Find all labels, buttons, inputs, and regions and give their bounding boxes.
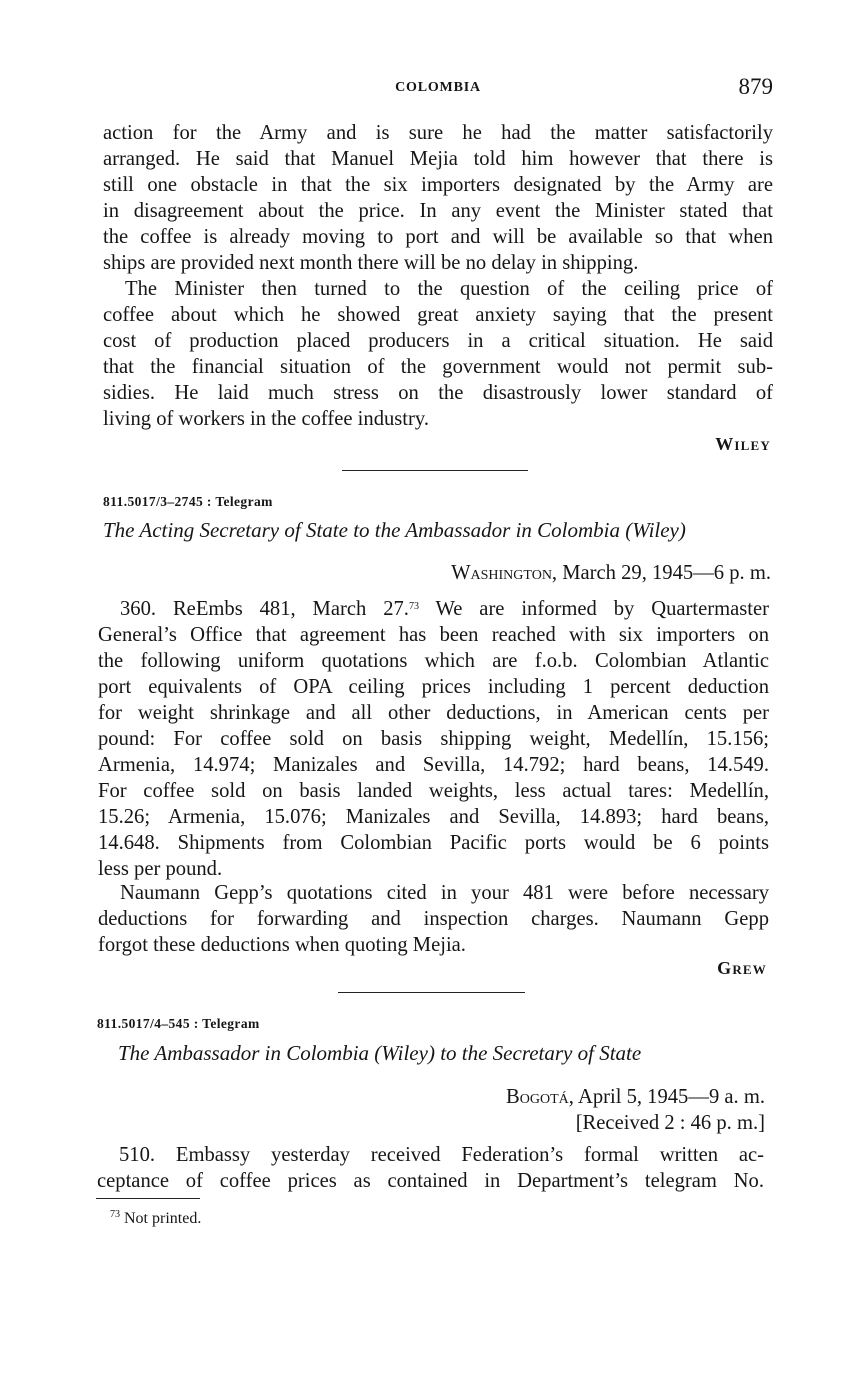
document-heading: The Ambassador in Colombia (Wiley) to the Secretary of State	[118, 1041, 642, 1065]
section-divider	[342, 470, 528, 471]
text-line: For coffee sold on basis landed weights, less actual tares: Medellín,	[98, 780, 769, 802]
text-line: still one obstacle in that the six importers designated by the Army are	[103, 174, 773, 196]
text-line: coffee about which he showed great anxiety saying that the present	[103, 304, 773, 326]
text-line: 15.26; Armenia, 15.076; Manizales and Sevilla, 14.893; hard beans,	[98, 806, 769, 828]
text-line: action for the Army and is sure he had the matter satisfactorily	[103, 122, 773, 144]
dateline-date: April 5, 1945—9 a. m.	[573, 1086, 765, 1108]
continuation-paragraph-1	[103, 120, 773, 276]
text-line: arranged. He said that Manuel Mejia told him however that there is	[103, 148, 773, 170]
text-line: ships are provided next month there will be no delay in shipping.	[103, 252, 639, 274]
text-line: Naumann Gepp’s quotations cited in your 481 were before necessary	[120, 882, 769, 904]
footnote-number: 73	[110, 1209, 120, 1220]
text-line: ceptance of coffee prices as contained in Department’s telegram No.	[97, 1170, 764, 1192]
file-reference: 811.5017/4–545 : Telegram	[97, 1016, 260, 1031]
text-line: Armenia, 14.974; Manizales and Sevilla, 14.792; hard beans, 14.549.	[98, 754, 769, 776]
text-line: in disagreement about the price. In any event the Minister stated that	[103, 200, 773, 222]
dateline-place: Washington,	[451, 562, 558, 584]
footnote-divider	[96, 1198, 200, 1199]
telegram-360-paragraph-1	[98, 594, 769, 882]
text-line: General’s Office that agreement has been reached with six importers on	[98, 624, 769, 646]
text-span: We are informed by Quartermaster	[418, 598, 769, 620]
dateline-date: March 29, 1945—6 p. m.	[557, 562, 771, 584]
text-span: ReEmbs 481, March 27.	[156, 598, 409, 620]
text-line: less per pound.	[98, 858, 223, 880]
text-line: cost of production placed producers in a critical situation. He said	[103, 330, 773, 352]
signature-grew: Grew	[717, 958, 767, 978]
text-line: sidies. He laid much stress on the disastrously lower standard of	[103, 382, 773, 404]
text-line: the following uniform quotations which are f.o.b. Colombian Atlantic	[98, 650, 769, 672]
text-line: forgot these deductions when quoting Mejia.	[98, 934, 466, 956]
text-line: 14.648. Shipments from Colombian Pacific ports would be 6 points	[98, 832, 769, 854]
text-line: port equivalents of OPA ceiling prices including 1 percent deduction	[98, 676, 769, 698]
dateline	[451, 562, 771, 585]
footnote-text: Not printed.	[120, 1210, 202, 1227]
text-line: The Minister then turned to the question of the ceiling price of	[125, 278, 773, 300]
footnote	[110, 1209, 201, 1228]
text-line: 510. Embassy yesterday received Federation’s formal written ac-	[119, 1144, 764, 1166]
running-head	[103, 76, 773, 102]
telegram-510-paragraph-1	[97, 1142, 764, 1194]
running-title: COLOMBIA	[395, 80, 481, 95]
text-line: that the financial situation of the government would not permit sub-	[103, 356, 773, 378]
text-line: pound: For coffee sold on basis shipping weight, Medellín, 15.156;	[98, 728, 769, 750]
paragraph-number: 360.	[120, 598, 157, 620]
text-line: deductions for forwarding and inspection charges. Naumann Gepp	[98, 908, 769, 930]
page-number: 879	[738, 74, 773, 99]
dateline	[506, 1086, 765, 1109]
signature-wiley: Wiley	[715, 434, 771, 454]
section-divider	[338, 992, 525, 993]
received-time: [Received 2 : 46 p. m.]	[575, 1112, 765, 1134]
document-heading: The Acting Secretary of State to the Ambassador in Colombia (Wiley)	[103, 518, 686, 542]
footnote-reference: 73	[408, 601, 419, 612]
text-line: for weight shrinkage and all other deductions, in American cents per	[98, 702, 769, 724]
text-line	[98, 594, 769, 622]
dateline-place: Bogotá,	[506, 1086, 574, 1108]
continuation-paragraph-2	[103, 276, 773, 432]
text-line: living of workers in the coffee industry.	[103, 408, 429, 430]
text-line: the coffee is already moving to port and will be available so that when	[103, 226, 773, 248]
telegram-360-paragraph-2	[98, 880, 769, 958]
file-reference: 811.5017/3–2745 : Telegram	[103, 494, 273, 509]
